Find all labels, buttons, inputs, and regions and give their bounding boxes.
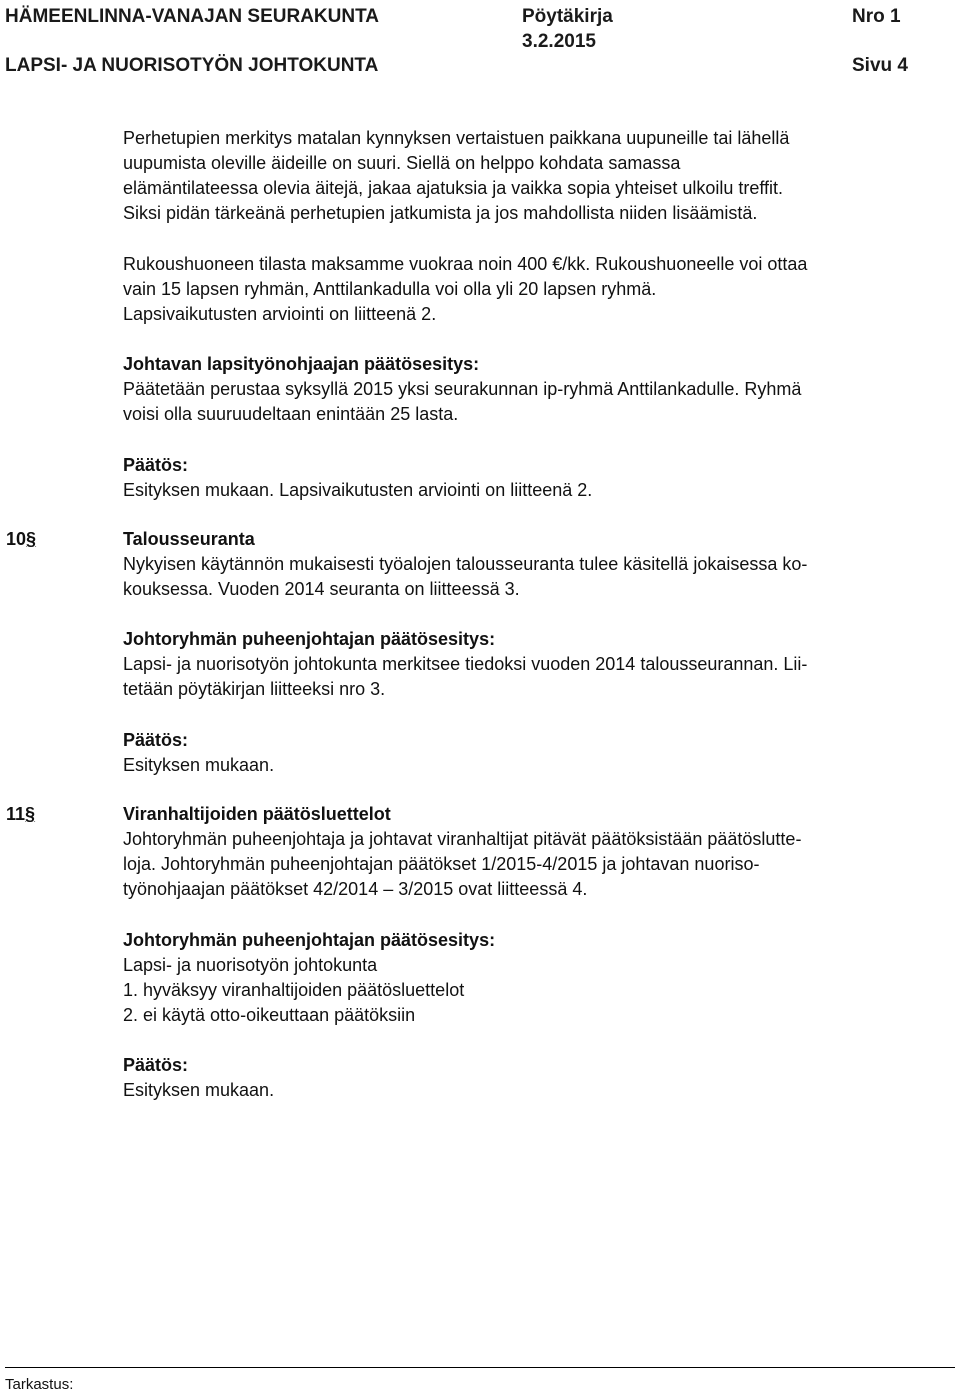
proposal-heading: Johtavan lapsityönohjaajan päätösesitys: [123, 354, 480, 374]
intro-proposal [123, 352, 953, 427]
decision-text: Esityksen mukaan. Lapsivaikutusten arviointi on liitteenä 2. [123, 480, 593, 500]
decision-text: Esityksen mukaan. [123, 755, 275, 775]
section-sign: § [25, 804, 36, 824]
section-number: 10§ [6, 529, 37, 549]
page-number: Sivu 4 [852, 55, 908, 76]
text-line: elämäntilateessa olevia äitejä, jakaa ajatuksia ja vaikka sopia yhteiset ulkoilu treffit. [123, 178, 784, 198]
text-line: vain 15 lapsen ryhmän, Anttilankadulla voi olla yli 20 lapsen ryhmä. [123, 279, 657, 299]
section-title: Talousseuranta [123, 529, 255, 549]
text-line: loja. Johtoryhmän puheenjohtajan päätökset 1/2015-4/2015 ja johtavan nuoriso- [123, 854, 760, 874]
intro-decision [123, 453, 953, 503]
document-type: Pöytäkirja [522, 6, 613, 27]
text-line: voisi olla suuruudeltaan enintään 25 lasta. [123, 404, 459, 424]
meeting-date: 3.2.2015 [522, 31, 596, 52]
text-line: 2. ei käytä otto-oikeuttaan päätöksiin [123, 1005, 416, 1025]
section-11-body [123, 802, 953, 902]
intro-paragraph-1 [123, 126, 953, 226]
proposal-heading: Johtoryhmän puheenjohtajan päätösesitys: [123, 930, 496, 950]
text-line: Lapsi- ja nuorisotyön johtokunta [123, 955, 378, 975]
text-line: uupumista oleville äideille on suuri. Siellä on helppo kohdata samassa [123, 153, 681, 173]
organization-name: HÄMEENLINNA-VANAJAN SEURAKUNTA [5, 6, 380, 27]
text-line: työnohjaajan päätökset 42/2014 – 3/2015 ovat liitteessä 4. [123, 879, 588, 899]
text-line: Rukoushuoneen tilasta maksamme vuokraa noin 400 €/kk. Rukoushuoneelle voi ottaa [123, 254, 808, 274]
text-line: kouksessa. Vuoden 2014 seuranta on liitteessä 3. [123, 579, 520, 599]
text-line: Lapsivaikutusten arviointi on liitteenä 2. [123, 304, 437, 324]
section-sign: § [26, 529, 37, 549]
section-number: 11§ [6, 804, 36, 824]
section-11-proposal [123, 928, 953, 1028]
decision-text: Esityksen mukaan. [123, 1080, 275, 1100]
text-line: Lapsi- ja nuorisotyön johtokunta merkitsee tiedoksi vuoden 2014 talousseurannan. Lii- [123, 654, 808, 674]
text-line: Johtoryhmän puheenjohtaja ja johtavat viranhaltijat pitävät päätöksistään päätöslutte- [123, 829, 802, 849]
text-line: Siksi pidän tärkeänä perhetupien jatkumista ja jos mahdollista niiden lisäämistä. [123, 203, 758, 223]
section-10-body [123, 527, 953, 602]
section-10-proposal [123, 627, 953, 702]
section-11-decision [123, 1053, 953, 1103]
decision-heading: Päätös: [123, 455, 189, 475]
committee-name: LAPSI- JA NUORISOTYÖN JOHTOKUNTA [5, 55, 379, 76]
decision-heading: Päätös: [123, 1055, 189, 1075]
footer-review-label: Tarkastus: [5, 1376, 74, 1393]
section-10-decision [123, 728, 953, 778]
text-line: Päätetään perustaa syksyllä 2015 yksi seurakunnan ip-ryhmä Anttilankadulle. Ryhmä [123, 379, 802, 399]
footer-divider [5, 1367, 955, 1368]
document-number: Nro 1 [852, 6, 901, 27]
decision-heading: Päätös: [123, 730, 189, 750]
text-line: 1. hyväksyy viranhaltijoiden päätösluettelot [123, 980, 465, 1000]
proposal-heading: Johtoryhmän puheenjohtajan päätösesitys: [123, 629, 496, 649]
text-line: tetään pöytäkirjan liitteeksi nro 3. [123, 679, 386, 699]
intro-paragraph-2 [123, 252, 953, 327]
text-line: Perhetupien merkitys matalan kynnyksen vertaistuen paikkana uupuneille tai lähellä [123, 128, 790, 148]
text-line: Nykyisen käytännön mukaisesti työalojen talousseuranta tulee käsitellä jokaisessa ko- [123, 554, 808, 574]
section-title: Viranhaltijoiden päätösluettelot [123, 804, 391, 824]
